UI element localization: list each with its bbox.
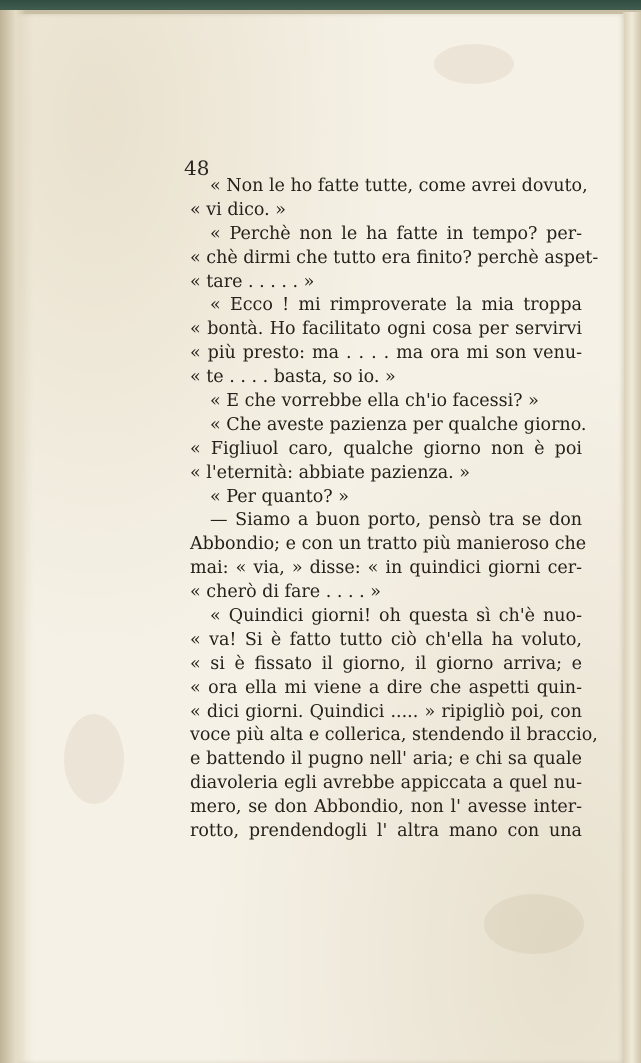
text-line: voce più alta e collerica, stendendo il braccio,	[190, 725, 598, 746]
text-line: « vi dico. »	[190, 199, 286, 220]
text-line: « E che vorrebbe ella ch'io facessi? »	[210, 391, 539, 412]
text-line: « va! Si è fatto tutto ciò ch'ella ha voluto,	[190, 629, 582, 650]
paper-stain	[434, 44, 514, 84]
page-fore-edge	[623, 12, 641, 1063]
text-line: « Per quanto? »	[210, 486, 349, 507]
text-line: « bontà. Ho facilitato ogni cosa per servirvi	[190, 319, 582, 340]
text-line: « tare . . . . . »	[190, 271, 315, 292]
text-line: « dici giorni. Quindici ..... » ripigliò poi, con	[190, 701, 582, 722]
text-line: — Siamo a buon porto, pensò tra se don	[210, 510, 582, 531]
text-line: « più presto: ma . . . . ma ora mi son venu-	[190, 343, 582, 364]
text-line: « chè dirmi che tutto era finito? perchè aspet-	[190, 247, 599, 268]
page-gutter	[0, 10, 26, 1063]
paper-stain	[64, 714, 124, 804]
text-body	[190, 175, 599, 844]
text-line: « Ecco ! mi rimproverate la mia troppa	[210, 295, 582, 316]
text-line: « Perchè non le ha fatte in tempo? per-	[210, 223, 582, 244]
text-line: Abbondio; e con un tratto più manieroso che	[190, 534, 587, 555]
text-line: « Quindici giorni! oh questa sì ch'è nuo-	[210, 606, 582, 627]
text-line: « te . . . . basta, so io. »	[190, 367, 396, 388]
text-line: mero, se don Abbondio, non l' avesse inter-	[190, 797, 582, 818]
text-line: « Non le ho fatte tutte, come avrei dovuto,	[210, 176, 588, 196]
text-line: mai: « via, » disse: « in quindici giorni cer-	[190, 558, 582, 579]
text-line: « Che aveste pazienza per qualche giorno.	[210, 414, 587, 435]
text-line: e battendo il pugno nell' aria; e chi sa quale	[190, 749, 582, 770]
text-line: « ora ella mi viene a dire che aspetti quin-	[190, 677, 582, 698]
text-line: « Figliuol caro, qualche giorno non è poi	[190, 438, 582, 459]
text-line: diavoleria egli avrebbe appiccata a quel nu-	[190, 773, 582, 794]
page-number: 48	[184, 156, 210, 180]
text-line: « l'eternità: abbiate pazienza. »	[190, 462, 470, 483]
text-line: « si è fissato il giorno, il giorno arriva; e	[190, 653, 582, 674]
paper-stain	[484, 894, 584, 954]
text-line: « cherò di fare . . . . »	[190, 582, 381, 603]
text-line: rotto, prendendogli l' altra mano con una	[190, 821, 582, 842]
